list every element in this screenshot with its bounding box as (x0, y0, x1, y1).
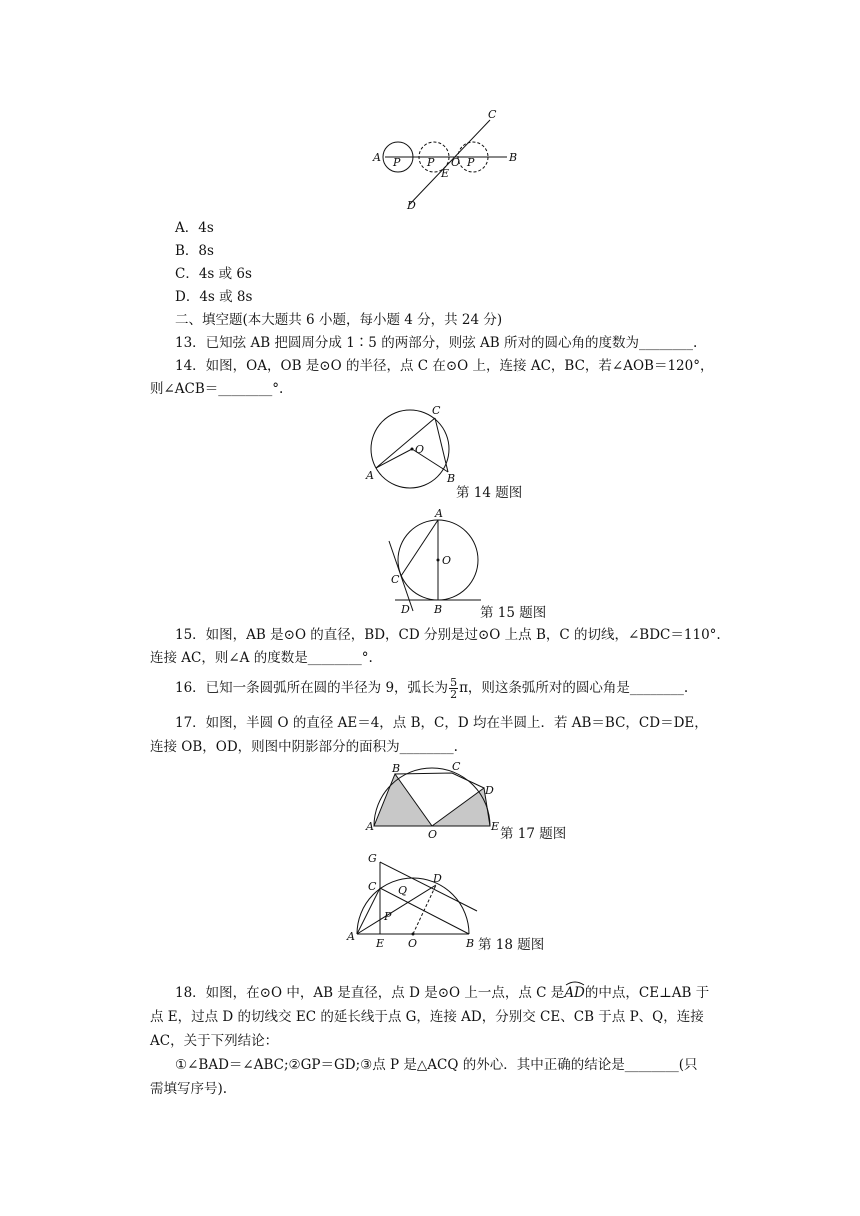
label-A: A (373, 151, 381, 164)
label-B: B (447, 472, 456, 485)
question-18-line-1-a: 18．如图，在⊙O 中，AB 是直径，点 D 是⊙O 上一点，点 C 是 (175, 985, 565, 1001)
label-O: O (415, 443, 425, 456)
question-18-line-5: 需填写序号). (150, 1081, 228, 1097)
question-13: 13．已知弦 AB 把圆周分成 1∶5 的两部分，则弦 AB 所对的圆心角的度数为________. (175, 335, 698, 351)
arc-ad (564, 983, 585, 1003)
option-c: C．4s 或 6s (175, 266, 252, 282)
label-O: O (428, 828, 438, 841)
label-A: A (366, 469, 374, 482)
label-A: A (347, 930, 355, 943)
question-18-line-3: AC，关于下列结论： (150, 1033, 279, 1049)
label-E: E (441, 167, 450, 180)
question-14-line-1: 14．如图，OA，OB 是⊙O 的半径，点 C 在⊙O 上，连接 AC，BC，若∠AOB＝120°， (175, 358, 714, 374)
question-18-line-1-b: 的中点，CE⊥AB 于 (584, 985, 710, 1001)
label-P3: P (467, 156, 475, 169)
figure-18 (340, 848, 480, 950)
figure-14-caption: 第 14 题图 (456, 485, 523, 501)
label-C: C (452, 760, 461, 773)
label-B: B (509, 151, 518, 164)
label-P: P (384, 910, 392, 923)
label-C: C (368, 880, 377, 893)
label-Q: Q (398, 884, 408, 897)
label-C: C (432, 404, 441, 417)
figure-17-caption: 第 17 题图 (500, 826, 567, 842)
label-G: G (368, 852, 377, 865)
label-O: O (451, 156, 461, 169)
label-E: E (491, 820, 500, 833)
figure-14 (362, 402, 457, 497)
label-D: D (433, 872, 442, 885)
label-O: O (442, 554, 452, 567)
label-A: A (435, 507, 443, 520)
label-B: B (466, 937, 475, 950)
question-17-line-1: 17．如图，半圆 O 的直径 AE＝4，点 B，C，D 均在半圆上．若 AB＝BC，CD＝DE， (175, 715, 708, 731)
fraction (449, 677, 458, 700)
label-B: B (392, 762, 401, 775)
figure-17 (362, 760, 502, 842)
arc-ad-text: AD (564, 985, 585, 1001)
label-D: D (401, 603, 410, 616)
label-P1: P (393, 156, 401, 169)
question-14-line-2: 则∠ACB＝________°. (150, 381, 284, 397)
label-B: B (434, 603, 443, 616)
question-17-line-2: 连接 OB，OD，则图中阴影部分的面积为________. (150, 739, 458, 755)
label-P2: P (427, 156, 435, 169)
top-figure (365, 105, 525, 215)
label-O: O (408, 937, 418, 950)
fraction-numerator: 5 (450, 676, 458, 689)
option-d: D．4s 或 8s (175, 289, 253, 305)
question-16-after: π，则这条弧所对的圆心角是________. (459, 680, 689, 696)
question-15-line-1: 15．如图，AB 是⊙O 的直径，BD，CD 分别是过⊙O 上点 B，C 的切线，∠BDC＝110°. (175, 627, 721, 643)
figure-15 (385, 505, 485, 617)
section-title: 二、填空题(本大题共 6 小题，每小题 4 分，共 24 分) (175, 312, 503, 328)
question-18-line-4: ①∠BAD＝∠ABC;②GP＝GD;③点 P 是△ACQ 的外心．其中正确的结论是________(只 (175, 1057, 698, 1073)
figure-18-caption: 第 18 题图 (478, 937, 545, 953)
label-A: A (366, 820, 374, 833)
question-16 (175, 676, 765, 700)
label-D: D (407, 199, 416, 212)
question-18-line-2: 点 E，过点 D 的切线交 EC 的延长线于点 G，连接 AD，分别交 CE、CB 于点 P、Q，连接 (150, 1009, 704, 1025)
question-15-line-2: 连接 AC，则∠A 的度数是________°. (150, 650, 373, 666)
label-D: D (485, 784, 494, 797)
figure-15-caption: 第 15 题图 (480, 605, 547, 621)
fraction-denominator: 2 (450, 688, 458, 701)
option-a: A．4s (175, 220, 214, 236)
question-16-before: 16．已知一条圆弧所在圆的半径为 9，弧长为 (175, 680, 449, 696)
option-b: B．8s (175, 243, 214, 259)
arc-mark (565, 980, 585, 986)
label-C: C (488, 108, 497, 121)
label-E: E (376, 937, 385, 950)
question-18-line-1 (175, 983, 765, 1003)
label-C: C (391, 573, 400, 586)
